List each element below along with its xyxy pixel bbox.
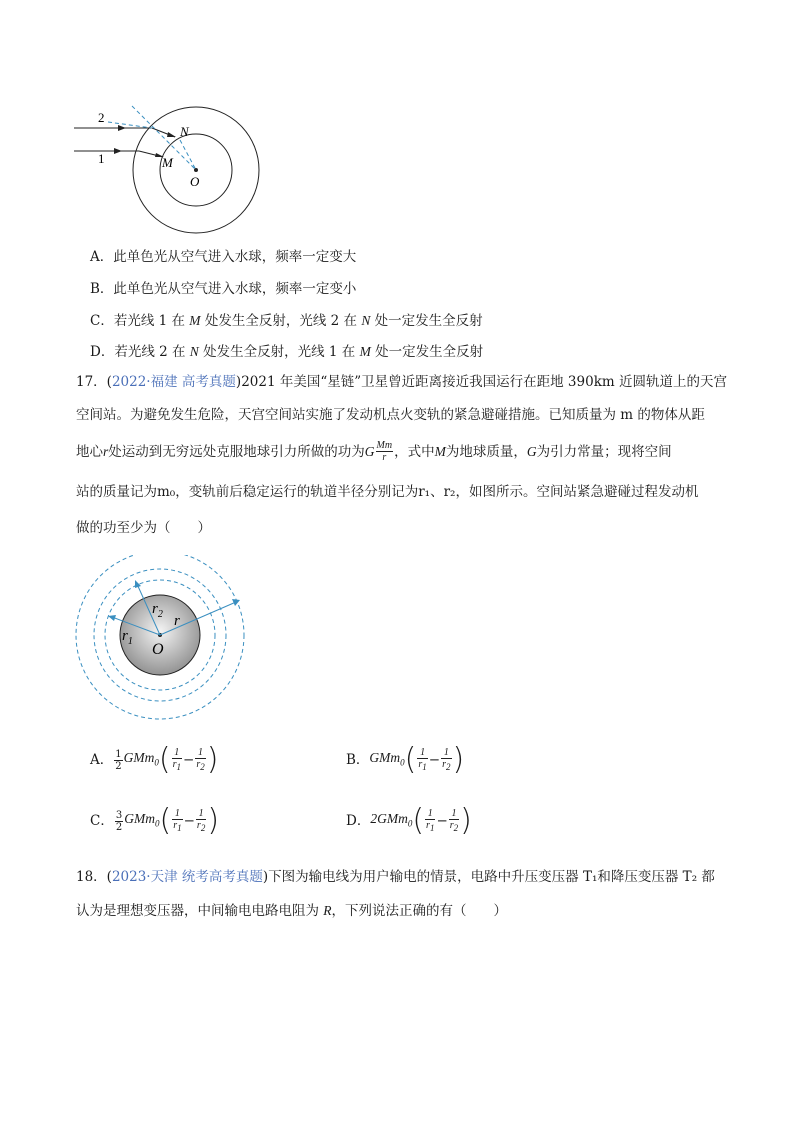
normal-line-mid [108,122,152,128]
q17-l3-M: M [434,443,446,459]
opt-a-body: GMm$_0$ [123,749,159,768]
q17-option-b: B． GMm$_0$ ( $\frac{1}{r_1}$ − $\frac{1}{r_2}$ ) [346,742,465,777]
opt-a-f2: $\frac{1}{r_2}$ [196,747,205,772]
point-N-label: N [180,124,189,139]
q16-d-M: M [359,344,371,359]
water-ball-figure [60,100,280,240]
q17-close: ) [235,374,242,390]
opt-c-coef-num: 3 [115,809,123,821]
q17-l3-a: 地心 [76,443,103,460]
q17-option-d: D． 2GMm$_0$ ( $\frac{1}{r_1}$ − $\frac{1}{r_2}$ ) [346,803,472,838]
q18-l2-R: R [323,903,332,918]
opt-a-label: A． [90,752,114,768]
radius-r-arrow [232,599,240,606]
opt-c-label: C． [90,813,114,829]
opt-c-coef-den: 2 [115,821,123,833]
q16-c-text-b: 处发生全反射，光线 2 在 [200,313,362,329]
q17-line-4: 站的质量记为m₀，变轨前后稳定运行的轨道半径分别记为r₁、r₂，如图所示。空间站紧急避碰过程发动机 [76,484,699,500]
q17-l3-c: ，式中 [394,443,435,460]
q17-line-2: 空间站。为避免发生危险，天宫空间站实施了发动机点火变轨的紧急避碰措施。已知质量为 m 的物体从距 [76,407,705,423]
q17-source: 2022·福建 高考真题 [111,374,236,390]
opt-d-f1: $\frac{1}{r_1}$ [426,808,435,833]
q17-l3-b: 处运动到无穷远处克服地球引力所做的功为 [108,443,365,460]
opt-b-f2: $\frac{1}{r_2}$ [442,747,451,772]
opt-b-f1: $\frac{1}{r_1}$ [418,747,427,772]
normal-line-N [180,140,196,170]
q18-close: ) [262,869,269,885]
point-O-label: O [190,174,200,189]
opt-b-body: GMm$_0$ [369,749,405,768]
q17-l3-r: r [103,443,109,459]
label-r1: $r_1$ [122,628,133,647]
opt-b-label: B． [346,752,370,768]
q16-c-N: N [361,313,371,328]
q17-line1-rest: 2021 年美国“星链”卫星曾近距离接近我国运行在距地 390km 近圆轨道上的天宫 [241,374,727,390]
q16-d-text-c: 处一定发生全反射 [370,344,484,360]
q18-line-2 [76,901,507,921]
q18-line-1 [76,867,715,887]
q16-c-M: M [189,313,201,328]
opt-c-f2: $\frac{1}{r_2}$ [196,808,206,833]
q17-l3-d: 为地球质量， [445,443,527,460]
opt-d-label: D． [346,813,371,829]
q16-c-text-a: C．若光线 1 在 [90,313,190,329]
ray-1-arrow [114,148,122,154]
q17-number: 17．( [76,374,112,390]
ray-2-arrow [118,125,126,131]
q16-d-text-b: 处发生全反射，光线 1 在 [198,344,360,360]
opt-c-coef [115,810,123,833]
q16-option-b: B．此单色光从空气进入水球，频率一定变小 [90,281,357,297]
q17-l3-G2: G [526,443,537,459]
opt-a-f1: $\frac{1}{r_1}$ [172,747,181,772]
q18-line1-rest: 下图为输电线为用户输电的情景，电路中升压变压器 T₁和降压变压器 T₂ 都 [268,869,715,885]
opt-c-f1: $\frac{1}{r_1}$ [173,808,182,833]
q17-line-5: 做的功至少为（ ） [76,520,211,536]
q16-d-text-a: D．若光线 2 在 [90,344,190,360]
q17-option-c: C． $\frac{3}{2}$ GMm$_0$ ( $\frac{1}{r_1}$ − $\frac{1}{r_2}$ ) [90,803,220,838]
label-O: O [152,641,164,658]
q18-number: 18．( [76,869,112,885]
opt-a-coef [114,749,122,772]
q17-frac-den: r [382,452,387,463]
point-M-label: M [162,155,173,170]
q18-l2-b: ，下列说法正确的有（ ） [331,903,508,919]
ray-2-label: 2 [98,110,105,125]
ray-2-refracted-arrow [167,132,176,137]
q17-l3-e: 为引力常量；现将空间 [536,443,672,460]
q16-option-a: A．此单色光从空气进入水球，频率一定变大 [90,249,357,265]
q18-source: 2023·天津 统考高考真题 [111,869,263,885]
q18-l2-a: 认为是理想变压器，中间输电电路电阻为 [76,903,324,919]
q17-frac-num: Mm [376,440,393,451]
opt-a-coef-den: 2 [115,760,122,772]
label-r2: $r_2$ [152,601,163,620]
q17-option-a: A． $\frac{1}{2}$ GMm$_0$ ( $\frac{1}{r_1}$ − $\frac{1}{r_2}$ ) [90,742,219,777]
q17-line-1 [76,372,727,392]
orbit-figure [60,555,260,720]
q16-option-d [90,342,483,362]
q17-line-3 [76,440,672,463]
opt-d-f2: $\frac{1}{r_2}$ [449,808,459,833]
opt-d-body: 2GMm$_0$ [370,810,413,829]
label-r: r [174,613,180,629]
q16-d-N: N [189,344,199,359]
ray-1-label: 1 [98,151,105,166]
radius-r1-arrow [108,615,116,621]
q17-l3-G: G [364,443,375,459]
opt-c-body: GMm$_0$ [124,810,160,829]
opt-a-coef-num: 1 [115,748,122,760]
q17-work-fraction [376,440,394,463]
q16-c-text-c: 处一定发生全反射 [370,313,483,329]
q16-option-c [90,311,483,331]
